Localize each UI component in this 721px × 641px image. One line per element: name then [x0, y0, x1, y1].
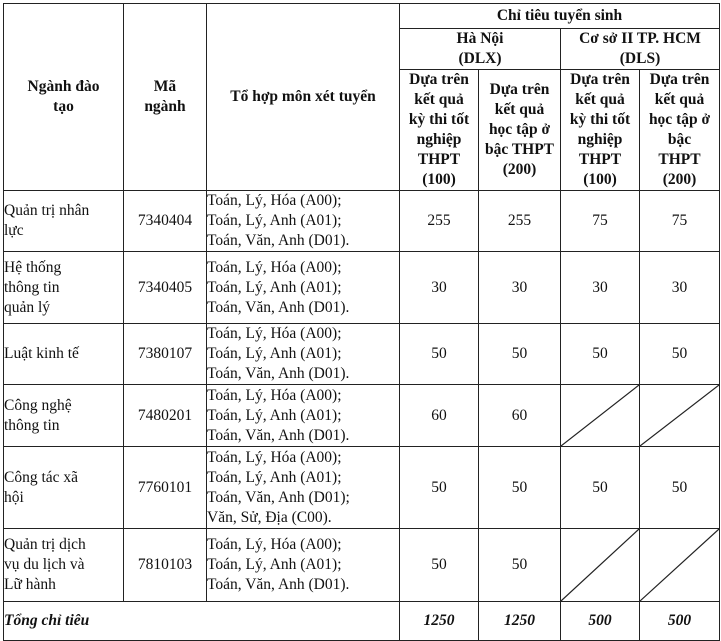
text-line: bậc THPT — [484, 141, 555, 158]
text-line: nghiệp — [416, 131, 462, 148]
diagonal-strike-line — [561, 385, 639, 446]
campus-hcm-code: (DLS) — [619, 50, 661, 67]
text-line: quản lý — [4, 298, 51, 316]
text-line: Dựa trên — [570, 71, 630, 88]
text-line: thông tin — [4, 416, 60, 434]
quota-hcm-100-cell: 30 — [561, 252, 640, 324]
diagonal-strike-line — [561, 529, 639, 601]
quota-hcm-200-cell: 50 — [640, 447, 720, 529]
program-code-cell: 7380107 — [124, 324, 207, 385]
text-line: Toán, Văn, Anh (D01). — [207, 232, 350, 249]
header-method-200-hcm — [640, 70, 720, 191]
quota-hanoi-100-cell: 50 — [400, 324, 479, 385]
header-campus-hanoi — [400, 29, 561, 70]
table-row — [4, 385, 720, 447]
text-line: Quản trị dịch — [4, 536, 86, 553]
program-code-cell: 7340405 — [124, 252, 207, 324]
text-line: nghiệp — [577, 131, 623, 148]
quota-hcm-200-cell: 30 — [640, 252, 720, 324]
text-line: kết quả — [654, 91, 705, 108]
text-line: hội — [4, 488, 24, 506]
text-line: Toán, Lý, Anh (A01); — [207, 212, 342, 229]
quota-hcm-100-cell: 75 — [561, 191, 640, 252]
text-line: lực — [4, 222, 24, 239]
text-line: Luật kinh tế — [4, 345, 79, 362]
text-line: (200) — [502, 161, 537, 178]
subject-combination-cell — [207, 385, 400, 447]
text-line: Toán, Lý, Hóa (A00); — [207, 325, 342, 342]
subject-combination-cell — [207, 529, 400, 602]
text-line: Toán, Văn, Anh (D01). — [207, 365, 350, 382]
text-line: THPT — [658, 151, 701, 168]
quota-hanoi-200-cell: 50 — [479, 324, 561, 385]
table-row — [4, 324, 720, 385]
text-line: Toán, Lý, Anh (A01); — [207, 468, 342, 486]
quota-hcm-100-cell: 50 — [561, 324, 640, 385]
text-line: kết quả — [494, 101, 545, 118]
text-line: Văn, Sử, Địa (C00). — [207, 508, 332, 526]
total-hcm-100: 500 — [561, 602, 640, 641]
text-line: Toán, Lý, Hóa (A00); — [207, 386, 342, 404]
program-name-cell — [4, 529, 124, 602]
table-row — [4, 252, 720, 324]
text-line: Toán, Lý, Hóa (A00); — [207, 536, 342, 553]
text-line: Quản trị nhân — [4, 202, 90, 219]
text-line: Dựa trên — [649, 71, 710, 88]
text-line: Hệ thống — [4, 258, 62, 276]
text-line: Dựa trên — [409, 71, 469, 88]
program-code-cell: 7760101 — [124, 447, 207, 529]
text-line: (100) — [422, 171, 456, 188]
text-line: Toán, Lý, Anh (A01); — [207, 278, 342, 296]
subject-combination-cell — [207, 447, 400, 529]
quota-hanoi-100-cell: 60 — [400, 385, 479, 447]
table-row — [4, 529, 720, 602]
quota-hanoi-100-cell: 50 — [400, 529, 479, 602]
subject-combination-cell — [207, 191, 400, 252]
text-line: học tập ở — [648, 111, 711, 128]
quota-hanoi-100-cell: 50 — [400, 447, 479, 529]
quota-hanoi-100-cell: 255 — [400, 191, 479, 252]
text-line: kết quả — [575, 91, 625, 108]
admission-quota-table — [3, 3, 720, 641]
program-code-cell: 7810103 — [124, 529, 207, 602]
total-hanoi-200: 1250 — [479, 602, 561, 641]
header-combination: Tổ hợp môn xét tuyển — [207, 4, 400, 191]
quota-hanoi-200-cell: 60 — [479, 385, 561, 447]
header-method-100-hcm — [561, 70, 640, 191]
text-line: Công tác xã — [4, 468, 79, 486]
quota-hcm-100-cell-empty — [561, 529, 640, 602]
quota-hanoi-200-cell: 255 — [479, 191, 561, 252]
text-line: học tập ở — [488, 121, 551, 138]
text-line: (100) — [583, 171, 617, 188]
total-hanoi-100: 1250 — [400, 602, 479, 641]
campus-hanoi-code: (DLX) — [458, 50, 502, 67]
subject-combination-cell — [207, 324, 400, 385]
text-line: Toán, Văn, Anh (D01). — [207, 298, 350, 316]
program-code-cell: 7480201 — [124, 385, 207, 447]
diagonal-strike-line — [640, 529, 719, 601]
text-line: Công nghệ — [4, 396, 72, 414]
diagonal-strike-line — [640, 385, 719, 446]
header-method-100-hanoi — [400, 70, 479, 191]
text-line: Dựa trên — [489, 81, 550, 98]
program-name-cell — [4, 191, 124, 252]
program-code-cell: 7340404 — [124, 191, 207, 252]
text-line: kỳ thi tốt — [408, 111, 470, 128]
program-name-cell — [4, 324, 124, 385]
text-line: THPT — [417, 151, 461, 168]
text-line: Toán, Lý, Anh (A01); — [207, 406, 342, 424]
subject-combination-cell — [207, 252, 400, 324]
header-campus-hcm — [561, 29, 720, 70]
text-line: Toán, Lý, Anh (A01); — [207, 556, 342, 573]
program-name-cell — [4, 447, 124, 529]
campus-hanoi-name: Hà Nội — [456, 30, 504, 47]
text-line: Toán, Văn, Anh (D01). — [207, 426, 350, 444]
total-row — [4, 602, 720, 641]
campus-hcm-name: Cơ sở II TP. HCM — [579, 30, 701, 47]
program-name-cell — [4, 252, 124, 324]
quota-hanoi-200-cell: 30 — [479, 252, 561, 324]
quota-hanoi-200-cell: 50 — [479, 529, 561, 602]
text-line: Toán, Văn, Anh (D01); — [207, 488, 350, 506]
text-line: THPT — [578, 151, 622, 168]
text-line: Toán, Lý, Anh (A01); — [207, 345, 342, 362]
quota-hanoi-100-cell: 30 — [400, 252, 479, 324]
text-line: bậc — [667, 131, 692, 148]
table-row — [4, 191, 720, 252]
text-line: Toán, Lý, Hóa (A00); — [207, 192, 342, 209]
text-line: Toán, Lý, Hóa (A00); — [207, 258, 342, 276]
text-line: (200) — [662, 171, 697, 188]
header-program: Ngành đào tạo — [4, 4, 124, 191]
text-line: thông tin — [4, 278, 60, 296]
program-name-cell — [4, 385, 124, 447]
quota-hcm-200-cell-empty — [640, 529, 720, 602]
quota-hcm-200-cell-empty — [640, 385, 720, 447]
quota-hcm-200-cell: 75 — [640, 191, 720, 252]
quota-hcm-100-cell: 50 — [561, 447, 640, 529]
text-line: kỳ thi tốt — [569, 111, 631, 128]
quota-hcm-100-cell-empty — [561, 385, 640, 447]
header-code: Mã ngành — [124, 4, 207, 191]
quota-hanoi-200-cell: 50 — [479, 447, 561, 529]
header-method-200-hanoi — [479, 70, 561, 191]
table-row — [4, 447, 720, 529]
text-line: Toán, Lý, Hóa (A00); — [207, 448, 342, 466]
admission-quota-document — [3, 3, 720, 641]
header-quota-title: Chỉ tiêu tuyển sinh — [400, 4, 720, 29]
quota-hcm-200-cell: 50 — [640, 324, 720, 385]
text-line: Toán, Văn, Anh (D01). — [207, 576, 350, 593]
total-label: Tổng chỉ tiêu — [4, 602, 400, 641]
total-hcm-200: 500 — [640, 602, 720, 641]
text-line: vụ du lịch và — [4, 556, 85, 573]
text-line: kết quả — [414, 91, 464, 108]
text-line: Lữ hành — [4, 576, 56, 593]
